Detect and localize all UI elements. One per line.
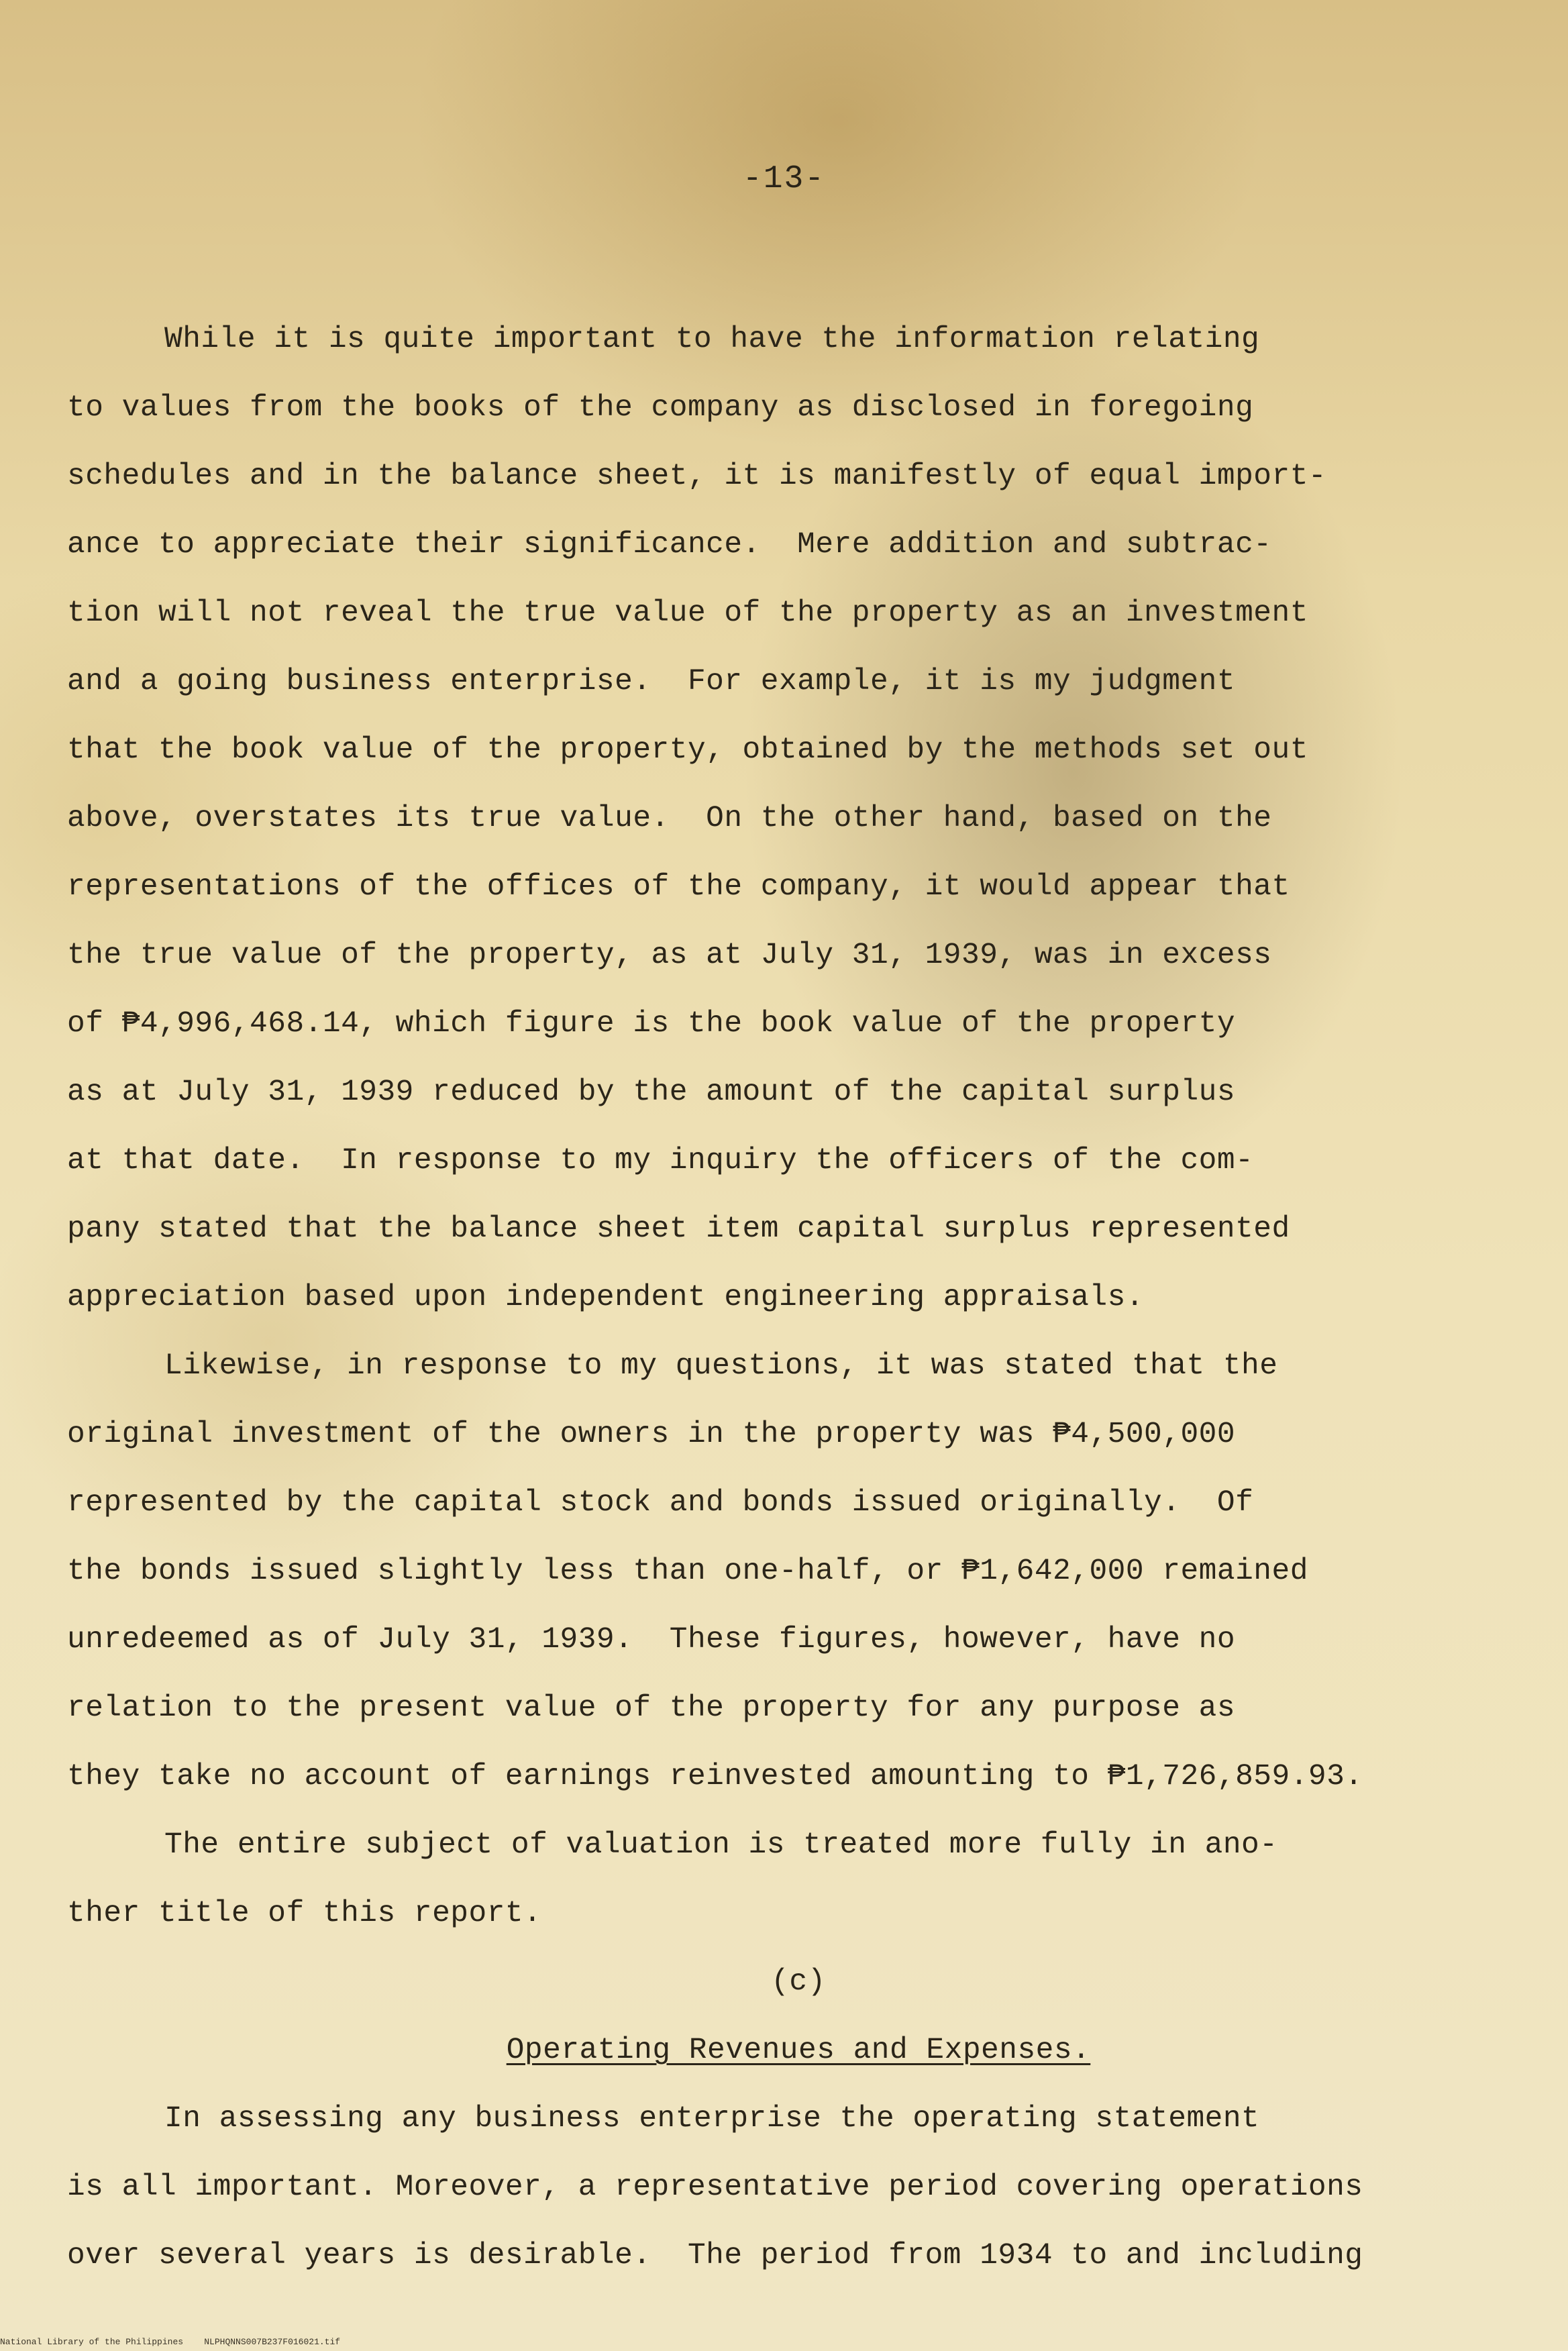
archive-footer: National Library of the Philippines NLPHQNNS007B237F016021.tif <box>0 2337 341 2347</box>
text-line: is all important. Moreover, a representative period covering operations <box>67 2171 1363 2204</box>
body-text <box>67 305 1530 2290</box>
text-line: to values from the books of the company as disclosed in foregoing <box>67 391 1254 425</box>
text-line: pany stated that the balance sheet item capital surplus represented <box>67 1212 1290 1246</box>
text-line: ance to appreciate their significance. Mere addition and subtrac- <box>67 528 1272 562</box>
section-heading <box>67 2016 1530 2085</box>
section-heading-text: Operating Revenues and Expenses. <box>506 2034 1091 2067</box>
text-line: as at July 31, 1939 reduced by the amount of the capital surplus <box>67 1076 1236 1109</box>
text-line: Likewise, in response to my questions, it was stated that the <box>164 1349 1278 1383</box>
text-line: represented by the capital stock and bonds issued originally. Of <box>67 1486 1254 1520</box>
text-line: In assessing any business enterprise the operating statement <box>164 2102 1260 2136</box>
text-line: While it is quite important to have the information relating <box>164 323 1260 356</box>
text-line: original investment of the owners in the property was ₱4,500,000 <box>67 1418 1236 1451</box>
page-number: -13- <box>742 161 826 197</box>
text-line: relation to the present value of the property for any purpose as <box>67 1691 1236 1725</box>
text-line: above, overstates its true value. On the other hand, based on the <box>67 802 1272 835</box>
text-line: over several years is desirable. The period from 1934 to and including <box>67 2239 1363 2272</box>
text-line: the true value of the property, as at July 31, 1939, was in excess <box>67 939 1272 972</box>
text-line: tion will not reveal the true value of the property as an investment <box>67 596 1308 630</box>
text-line: and a going business enterprise. For example, it is my judgment <box>67 665 1236 698</box>
text-line: the bonds issued slightly less than one-half, or ₱1,642,000 remained <box>67 1555 1308 1588</box>
text-line: ther title of this report. <box>67 1897 542 1930</box>
text-line: they take no account of earnings reinvested amounting to ₱1,726,859.93. <box>67 1760 1363 1793</box>
text-line: representations of the offices of the company, it would appear that <box>67 870 1290 904</box>
text-line: that the book value of the property, obtained by the methods set out <box>67 733 1308 767</box>
section-label: (c) <box>771 1965 826 1999</box>
text-line: appreciation based upon independent engineering appraisals. <box>67 1281 1145 1314</box>
text-line: schedules and in the balance sheet, it is manifestly of equal import- <box>67 460 1327 493</box>
text-line: The entire subject of valuation is treated more fully in ano- <box>164 1828 1278 1862</box>
text-line: unredeemed as of July 31, 1939. These figures, however, have no <box>67 1623 1236 1657</box>
text-line: at that date. In response to my inquiry the officers of the com- <box>67 1144 1254 1178</box>
text-line: of ₱4,996,468.14, which figure is the book value of the property <box>67 1007 1236 1041</box>
